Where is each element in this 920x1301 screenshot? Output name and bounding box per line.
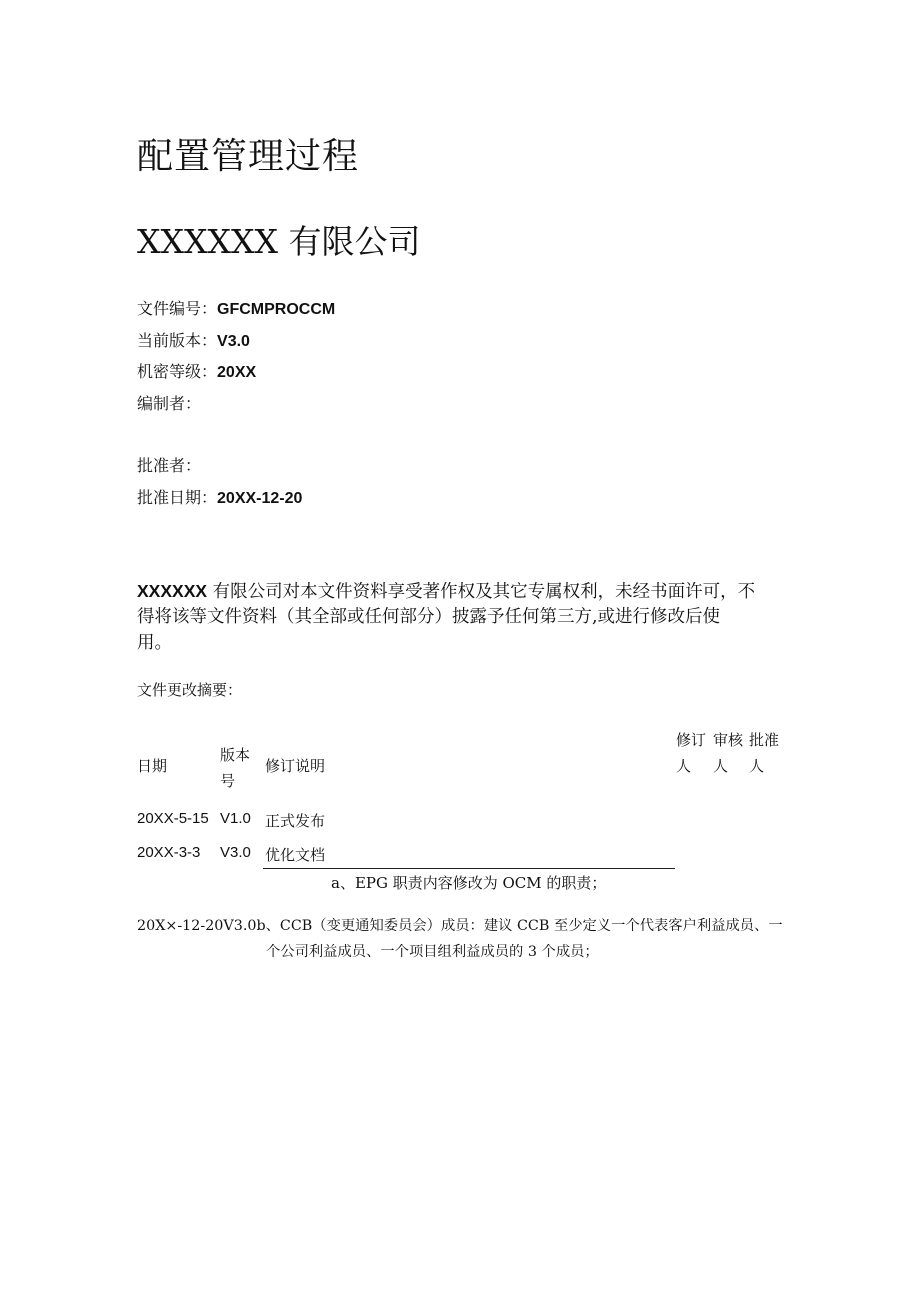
secret-value: 20XX — [217, 364, 257, 381]
header-date: 日期 — [137, 757, 168, 775]
current-version — [137, 328, 250, 351]
notice-text-1: 有限公司对本文件资料享受著作权及其它专属权利，未经书面许可，不 — [207, 582, 756, 602]
header-reviser-1: 修订 — [676, 731, 707, 749]
author-label: 编制者： — [137, 394, 202, 413]
company-name: XXXXXX 有限公司 — [137, 222, 421, 261]
document-title: 配置管理过程 — [137, 136, 360, 177]
notice-company: XXXXXX — [137, 581, 208, 601]
header-version-1: 版本 — [220, 746, 251, 764]
notice-line-2: 得将该等文件资料（其全部或任何部分）披露予任何第三方,或进行修改后使 — [137, 607, 721, 627]
approve-date-label: 批准日期： — [137, 488, 218, 507]
header-approver-1: 批准 — [749, 731, 780, 749]
change-item-b-line-1: 20X×-12-20V3.0b、CCB（变更通知委员会）成员：建议 CCB 至少定义一个代表客户利益成员、一 — [137, 918, 783, 934]
change-summary-label: 文件更改摘要： — [137, 681, 243, 699]
header-description: 修订说明 — [265, 757, 326, 775]
change-item-a: a、EPG 职责内容修改为 OCM 的职责； — [331, 874, 607, 892]
row-2-date: 20XX-3-3 — [137, 844, 201, 861]
doc-number — [137, 296, 335, 319]
approve-date-value: 20XX-12-20 — [217, 490, 303, 507]
doc-number-value: GFCMPROCCM — [217, 301, 336, 318]
header-reviser-2: 人 — [676, 757, 692, 775]
header-reviewer-1: 审核 — [713, 731, 744, 749]
header-version-2: 号 — [220, 772, 236, 790]
doc-number-label: 文件编号： — [137, 299, 218, 318]
notice-line-3: 用。 — [137, 633, 172, 653]
secret-level — [137, 359, 256, 382]
version-value: V3.0 — [217, 333, 250, 350]
row-2-version: V3.0 — [220, 844, 251, 861]
header-approver-2: 人 — [749, 757, 765, 775]
row-1-description: 正式发布 — [265, 812, 326, 830]
approve-date — [137, 485, 302, 508]
row-1-date: 20XX-5-15 — [137, 810, 209, 827]
row-2-description: 优化文档 — [265, 846, 326, 864]
secret-label: 机密等级： — [137, 362, 218, 381]
divider — [263, 868, 675, 869]
approver-label: 批准者： — [137, 456, 202, 475]
row-1-version: V1.0 — [220, 810, 251, 827]
change-item-b-line-2: 个公司利益成员、一个项目组利益成员的 3 个成员； — [266, 944, 599, 960]
notice-line-1 — [137, 578, 755, 605]
header-reviewer-2: 人 — [713, 757, 729, 775]
version-label: 当前版本： — [137, 331, 218, 350]
